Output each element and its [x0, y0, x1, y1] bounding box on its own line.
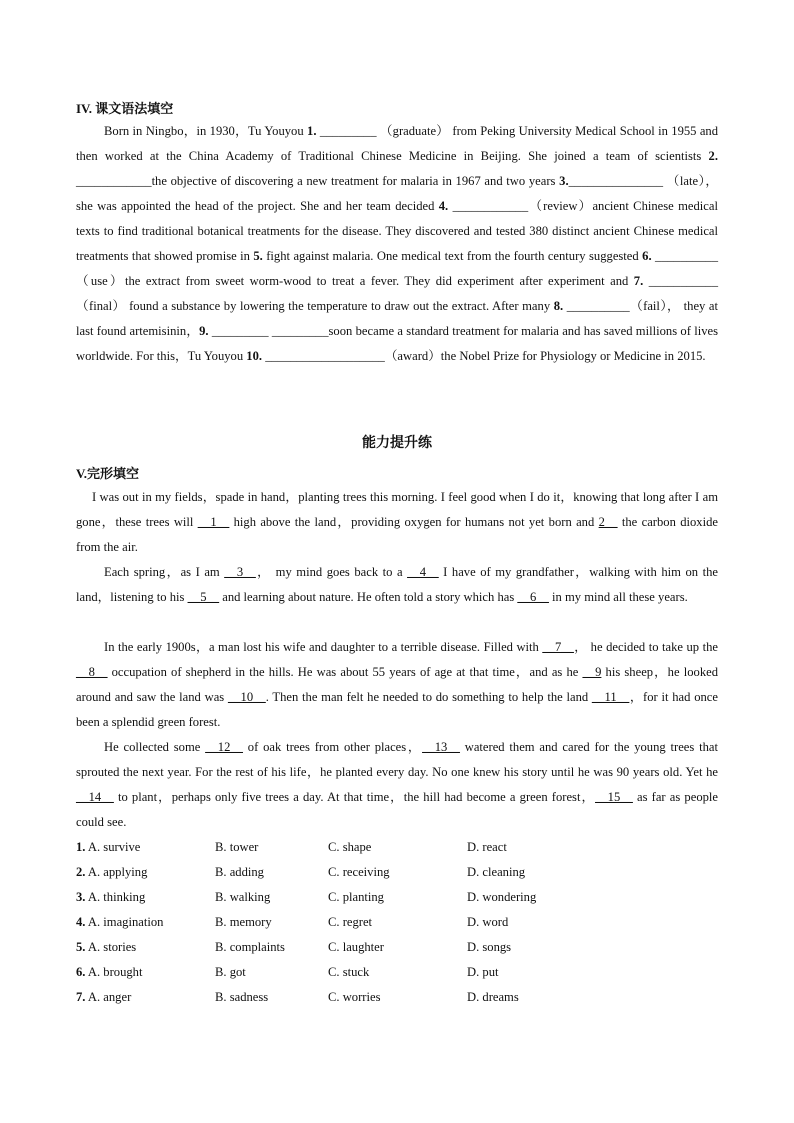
cloze-blank: __9 [582, 665, 602, 679]
section-title-grammar-fill: IV. 课文语法填空 [76, 101, 174, 116]
option-d: D. react [467, 840, 507, 854]
question-number: 4. [76, 915, 86, 929]
option-c: C. receiving [328, 865, 390, 879]
text-run: Born in Ningbo，in 1930，Tu Youyou [104, 124, 308, 138]
option-a: 1. A. survive [76, 840, 141, 854]
text-run: _________ _________soon became a standard treatment for malaria and has saved millions of lives worldwide. For this，Tu Youyou [76, 324, 719, 363]
option-c: C. shape [328, 840, 372, 854]
option-c: C. regret [328, 915, 373, 929]
options-row-2 [76, 860, 718, 885]
text-run: He collected some [104, 740, 206, 754]
cloze-blank: __3__ [224, 565, 256, 579]
text-run: __________（fail）， they at last found artemisinin， [76, 299, 718, 338]
text-run: to plant，perhaps only five trees a day. At that time，the hill had become a green forest， [113, 790, 596, 804]
cloze-blank: __4__ [407, 565, 439, 579]
options-row-3 [76, 885, 718, 910]
cloze-blank: __5__ [187, 590, 220, 604]
question-number: 5. [76, 940, 86, 954]
option-d: D. put [467, 965, 499, 979]
section-title-cloze: V.完形填空 [76, 466, 139, 481]
blank-number: 9. [199, 324, 209, 338]
question-number: 3. [76, 890, 86, 904]
cloze-blank: __12__ [205, 740, 243, 754]
question-number: 1. [76, 840, 86, 854]
cloze-blank: __11__ [591, 690, 630, 704]
text-run: I have of my grandfather，walking with him on the land，listening to his [76, 565, 718, 604]
cloze-paragraph-1 [76, 485, 718, 560]
options-row-6 [76, 960, 718, 985]
cloze-blank: __15__ [595, 790, 633, 804]
options-row-7 [76, 985, 718, 1010]
cloze-paragraph-3 [76, 635, 718, 735]
option-b: B. tower [215, 840, 259, 854]
cloze-paragraph-2 [76, 560, 718, 610]
grammar-fill-passage [76, 119, 718, 369]
cloze-blank: __1__ [197, 515, 230, 529]
blank-number: 3. [559, 174, 569, 188]
text-run: . Then the man felt he needed to do something to help the land [265, 690, 592, 704]
option-a: 3. A. thinking [76, 890, 146, 904]
text-run: _______________ （late）， she was appointed the head of the project. She and her team decided [76, 174, 718, 213]
text-run: ____________（review）ancient Chinese medical texts to find traditional botanical treatments for the disease. They discovered and tested 380 distinct ancient Chinese medical treatments that showed promise in [76, 199, 718, 263]
question-number: 6. [76, 965, 86, 979]
option-b: B. memory [215, 915, 272, 929]
question-number: 2. [76, 865, 86, 879]
options-row-1 [76, 835, 718, 860]
text-run: In the early 1900s，a man lost his wife and daughter to a terrible disease. Filled with [104, 640, 543, 654]
option-a: 7. A. anger [76, 990, 132, 1004]
question-number: 7. [76, 990, 86, 1004]
blank-number: 2. [708, 149, 718, 163]
cloze-paragraph-4 [76, 735, 718, 835]
blank-number: 4. [438, 199, 449, 213]
text-run: in my mind all these years. [548, 590, 688, 604]
text-run: ___________________（award）the Nobel Prize for Physiology or Medicine in 2015. [262, 349, 706, 363]
option-b: B. complaints [215, 940, 285, 954]
blank-number: 7. [633, 274, 644, 288]
option-c: C. planting [328, 890, 384, 904]
text-run: of oak trees from other places， [242, 740, 423, 754]
text-run: as far as people could see. [76, 790, 719, 829]
option-b: B. sadness [215, 990, 269, 1004]
blank-number: 1. [307, 124, 317, 138]
text-run: occupation of shepherd in the hills. He was about 55 years of age at that time，and as he [107, 665, 583, 679]
blank-number: 5. [253, 249, 263, 263]
option-d: D. word [467, 915, 509, 929]
text-run: ， he decided to take up the [573, 640, 719, 654]
cloze-blank: __6__ [517, 590, 549, 604]
option-c: C. worries [328, 990, 381, 1004]
text-run: Each spring，as I am [104, 565, 225, 579]
options-row-4 [76, 910, 718, 935]
blank-number: 6. [642, 249, 652, 263]
text-run: ， my mind goes back to a [255, 565, 408, 579]
text-run: _________ [316, 124, 380, 138]
text-run: his sheep，he looked around and saw the land was [76, 665, 718, 704]
text-run: （graduate） from Peking University Medical School in 1955 and then worked at the China Academy of Traditional Chinese Medicine in Beijing. She joined a team of scientists [76, 124, 719, 163]
option-d: D. wondering [467, 890, 537, 904]
text-run: fight against malaria. One medical text from the fourth century suggested [262, 249, 643, 263]
text-run: ____________the objective of discovering a new treatment for malaria in 1967 and two years [76, 174, 560, 188]
text-run: ___________（final） found a substance by lowering the temperature to draw out the extract. After many [76, 274, 718, 313]
option-b: B. walking [215, 890, 271, 904]
text-run: high above the land，providing oxygen for humans not yet born and [229, 515, 599, 529]
text-run: __________（use）the extract from sweet worm-wood to treat a fever. They did experiment after experiment and [76, 249, 718, 288]
section-heading-advanced-practice: 能力提升练 [362, 436, 432, 451]
option-d: D. dreams [467, 990, 519, 1004]
option-a: 4. A. imagination [76, 915, 164, 929]
cloze-blank: __14__ [76, 790, 114, 804]
text-run: the carbon dioxide from the air. [76, 515, 718, 554]
cloze-blank: __8__ [76, 665, 108, 679]
cloze-blank: __13__ [422, 740, 460, 754]
option-a: 2. A. applying [76, 865, 148, 879]
options-row-5 [76, 935, 718, 960]
blank-number: 8. [553, 299, 564, 313]
option-d: D. songs [467, 940, 512, 954]
text-run: and learning about nature. He often told a story which has [219, 590, 518, 604]
text-run: watered them and cared for the young trees that sprouted the next year. For the rest of his life，he planted every day. No one knew his story until he was 90 years old. Yet he [76, 740, 718, 779]
text-run: I was out in my fields，spade in hand，planting trees this morning. I feel good when I do it，knowing that long after I am gone，these trees will [76, 490, 718, 529]
option-d: D. cleaning [467, 865, 526, 879]
option-a: 6. A. brought [76, 965, 143, 979]
blank-number: 10. [246, 349, 263, 363]
option-c: C. stuck [328, 965, 370, 979]
cloze-blank: 2__ [598, 515, 618, 529]
cloze-blank: __7__ [542, 640, 574, 654]
option-a: 5. A. stories [76, 940, 137, 954]
option-b: B. got [215, 965, 246, 979]
option-c: C. laughter [328, 940, 384, 954]
cloze-blank: __10__ [227, 690, 266, 704]
option-b: B. adding [215, 865, 264, 879]
answer-options-list [76, 835, 718, 1010]
text-run: ，for it had once been a splendid green forest. [76, 690, 718, 729]
